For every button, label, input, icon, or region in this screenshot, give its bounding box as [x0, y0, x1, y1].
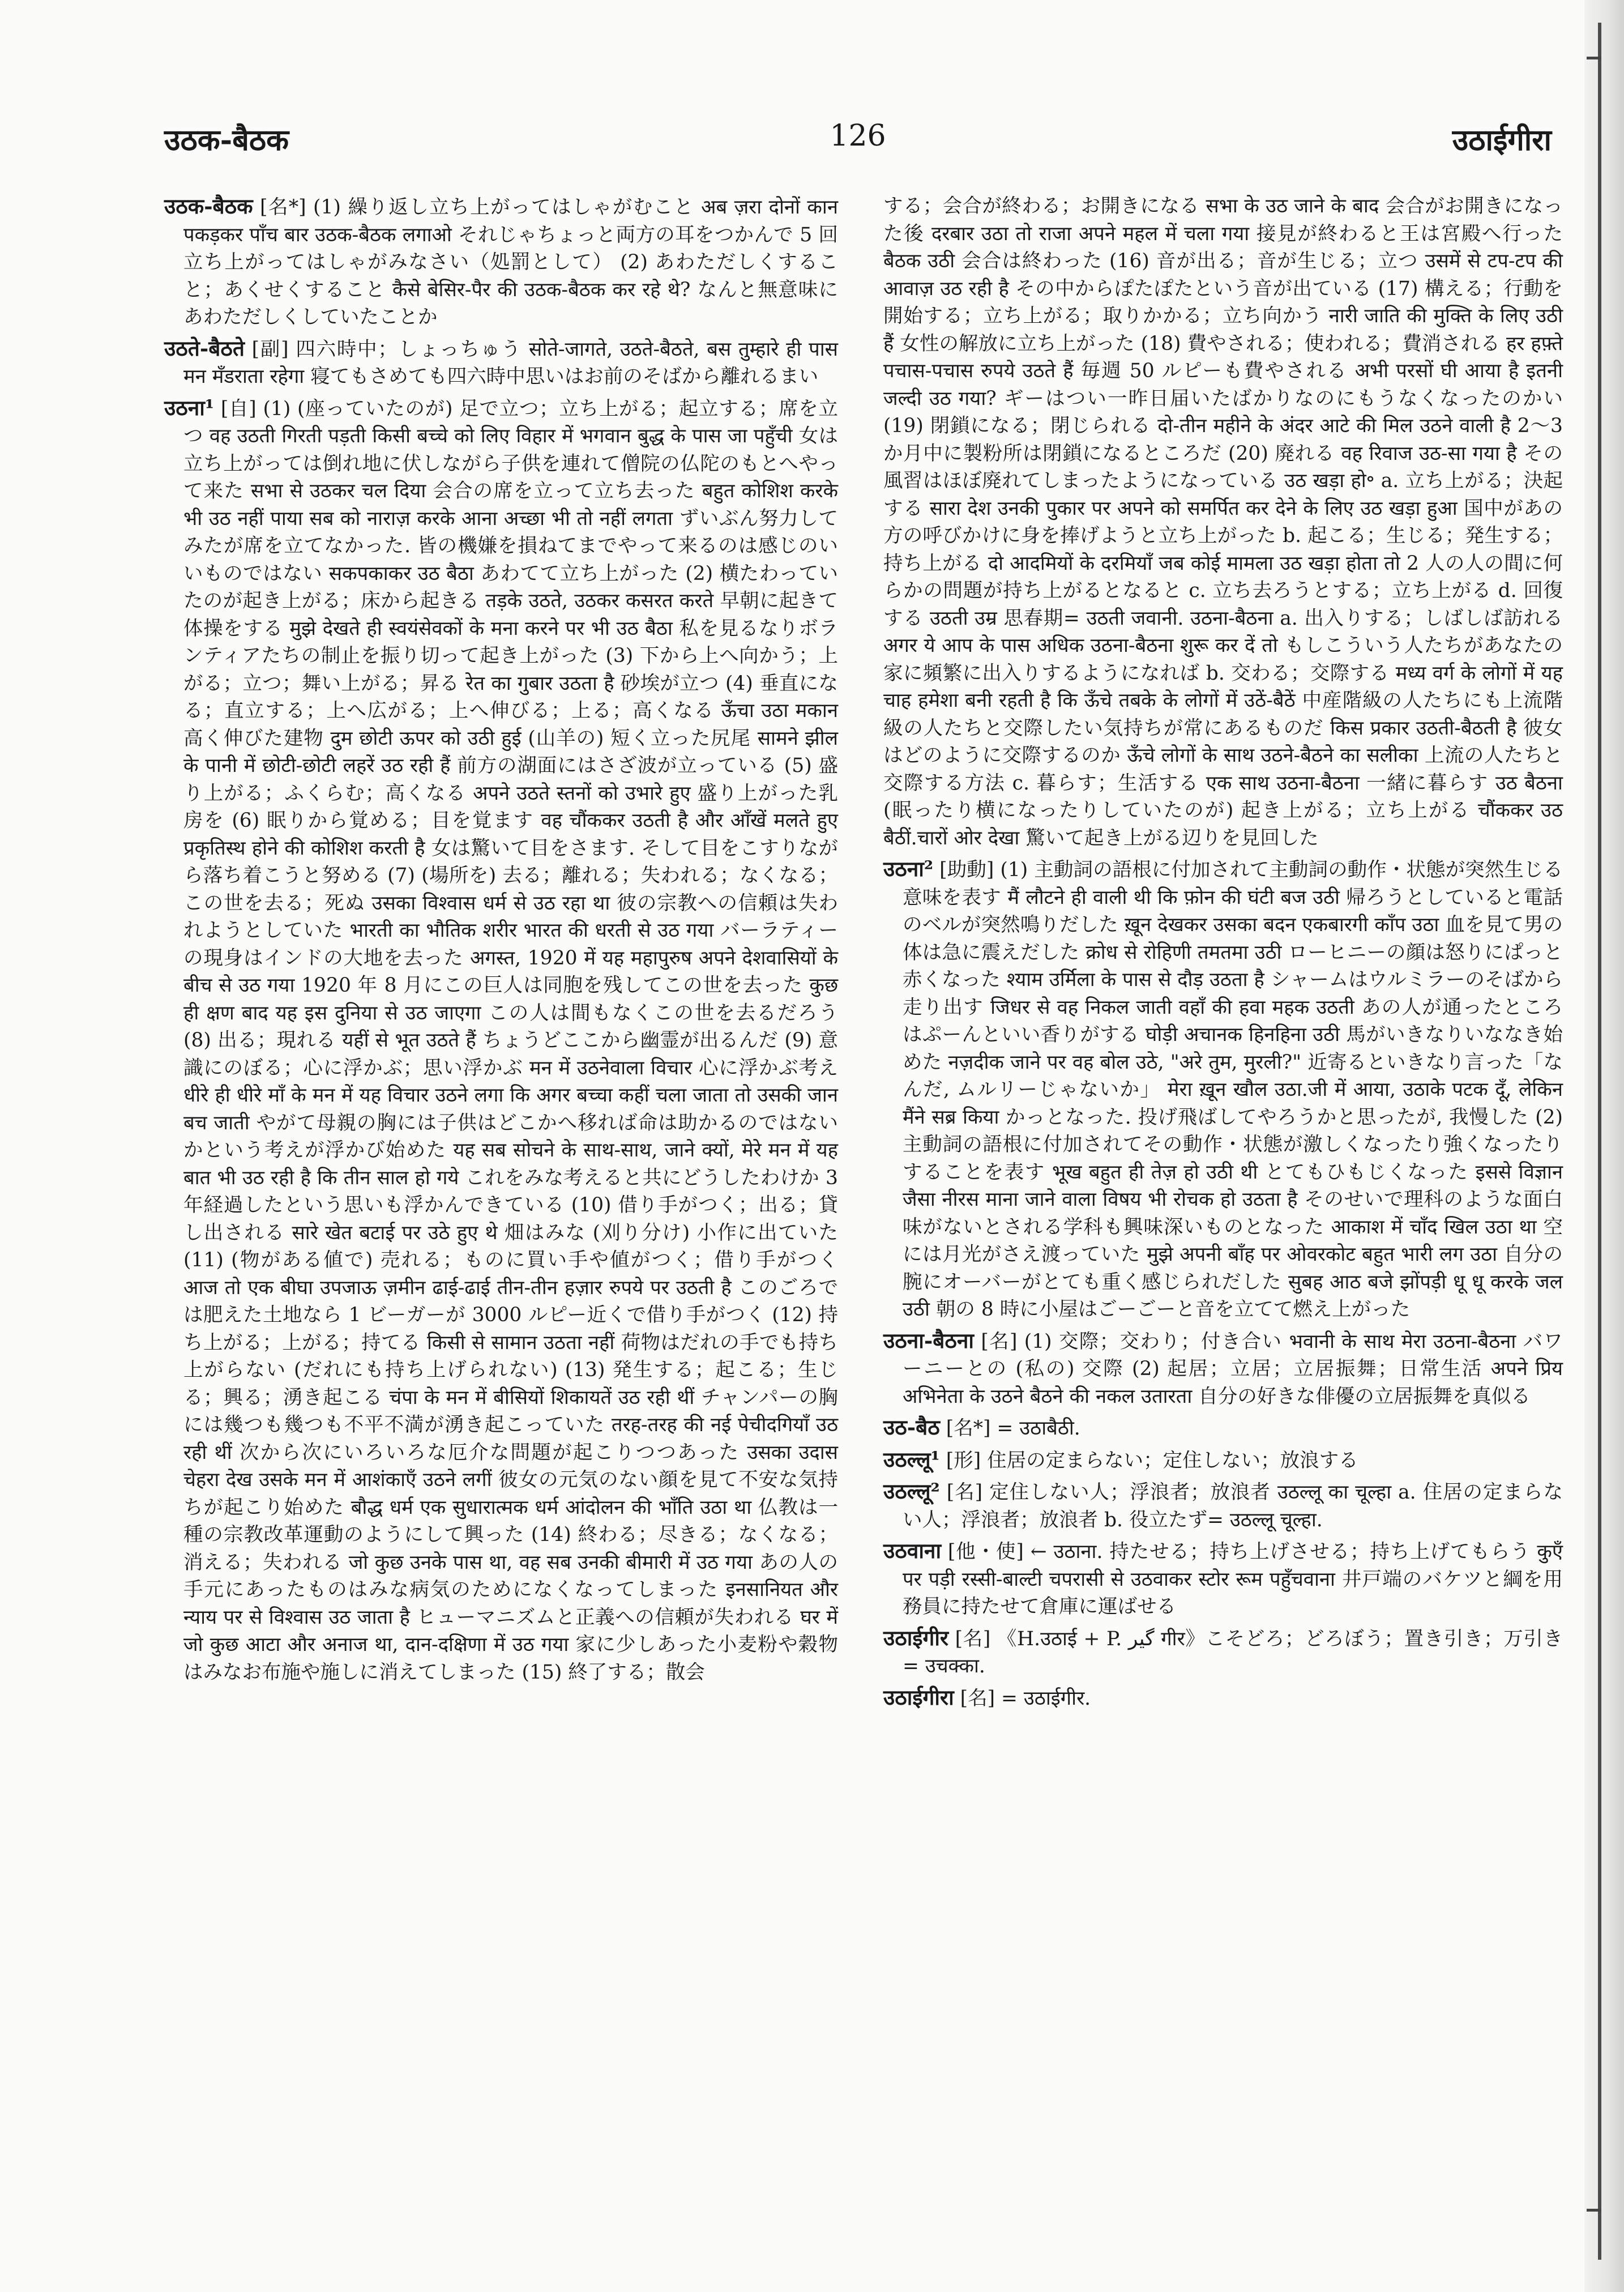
right-column — [883, 193, 1563, 1715]
dictionary-entry — [883, 1624, 1563, 1680]
entry-headword: उठना¹ — [164, 395, 215, 420]
dictionary-entry — [883, 1537, 1563, 1621]
dictionary-entry — [883, 1478, 1563, 1534]
entry-definition: [形] 住居の定まらない；定住しない；放浪する — [946, 1449, 1358, 1472]
dictionary-entry — [883, 1446, 1563, 1475]
entry-headword: उठते-बैठते — [164, 335, 245, 361]
dictionary-entry — [883, 1327, 1563, 1411]
entry-definition: [名*] (1) 繰り返し立ち上がってはしゃがむこと अब ज़रा दोनों कान पकड़कर पाँच बार उठक-बैठक लगाओ それじゃちょっと両方の耳をつかんで 5 回立ち上がってはしゃがみなさい（処罰として） (2) あわただしくすること；あくせくすること कैसे बेसिर-पैर की उठक-बैठक कर रहे थे? なんと無意味にあわただしくしていたことか — [183, 196, 838, 328]
binding-tick — [1587, 57, 1601, 59]
binding-tick — [1587, 2209, 1601, 2212]
entry-definition: する；会合が終わる；お開きになる सभा के उठ जाने के बाद 会合がお開きになった後 दरबार उठा तो राजा अपने महल में चला गया 接見が終わると王は宮殿へ行った बैठक उठी 会合は終わった (16) 音が出る；音が生じる；立つ उसमें से टप-टप की आवाज़ उठ रही है その中からぽたぽたという音が出ている (17) 構える；行動を開始する；立ち上がる；取りかかる；立ち向かう नारी जाति की मुक्ति के लिए उठी हैं 女性の解放に立ち上がった (18) 費やされる；使われる；費消される हर हफ़्ते पचास-पचास रुपये उठते हैं 毎週 50 ルピーも費やされる अभी परसों घी आया है इतनी जल्दी उठ गया? ギーはつい一昨日届いたばかりなのにもうなくなったのかい (19) 閉鎖になる；閉じられる दो-तीन महीने के अंदर आटे की मिल उठने वाली है 2～3 か月中に製粉所は閉鎖になるところだ (20) 廃れる वह रिवाज उठ-सा गया है その風習はほぼ廃れてしまったようになっている उठ खड़ा हो॰ a. 立ち上がる；決起する सारा देश उनकी पुकार पर अपने को समर्पित कर देने के लिए उठ खड़ा हुआ 国中があの方の呼びかけに身を捧げようと立ち上がった b. 起こる；生じる；発生する；持ち上がる दो आदमियों के दरमियाँ जब कोई मामला उठ खड़ा होता तो 2 人の人の間に何らかの問題が持ち上がるとなると c. 立ち去ろうとする；立ち上がる d. 回復する उठती उम्र 思春期= उठती जवानी. उठना-बैठना a. 出入りする；しばしば訪れる अगर ये आप के पास अधिक उठना-बैठना शुरू कर दें तो もしこういう人たちがあなたの家に頻繁に出入りするようになれば b. 交わる；交際する मध्य वर्ग के लोगों में यह चाह हमेशा बनी रहती है कि ऊँचे तबके के लोगों में उठें-बैठें 中産階級の人たちにも上流階級の人たちと交際したい気持ちが常にあるものだ किस प्रकार उठती-बैठती है 彼女はどのように交際するのか ऊँचे लोगों के साथ उठने-बैठने का सलीका 上流の人たちと交際する方法 c. 暮らす；生活する एक साथ उठना-बैठना 一緒に暮らす उठ बैठना (眠ったり横になったりしていたのが) 起き上がる；立ち上がる चौंककर उठ बैठीं.चारों ओर देखा 驚いて起き上がる辺りを見回した — [883, 195, 1563, 850]
running-header — [164, 119, 1552, 170]
dictionary-entry — [883, 1414, 1563, 1442]
entry-headword: उठाईगीर — [883, 1625, 949, 1650]
page-number: 126 — [830, 119, 886, 153]
left-column — [164, 193, 838, 1689]
dictionary-entry-continued — [883, 193, 1563, 852]
binding-line — [1598, 23, 1601, 2260]
header-first-headword: उठक-बैठक — [164, 123, 289, 157]
entry-definition: [他・使] ← उठाना. 持たせる；持ち上げさせる；持ち上げてもらう कुएँ पर पड़ी रस्सी-बाल्टी चपरासी से उठवाकर स्टोर रूम पहुँचवाना 井戸端のバケツと綱を用務員に持たせて倉庫に運ばせる — [903, 1540, 1563, 1618]
entry-headword: उठना² — [883, 856, 934, 881]
entry-definition: [名] = उठाईगीर. — [960, 1687, 1091, 1710]
dictionary-entry — [164, 394, 838, 1687]
dictionary-entry — [164, 193, 838, 331]
entry-definition: [名] 《H.उठाई + P. گیر गीर》こそどろ；どろぼう；置き引き；万引き= उचक्का. — [903, 1627, 1563, 1678]
entry-headword: उठ-बैठ — [883, 1415, 940, 1440]
entry-headword: उठवाना — [883, 1538, 942, 1563]
entry-definition: [助動] (1) 主動詞の語根に付加されて主動詞の動作・状態が突然生じる意味を表す मैं लौटने ही वाली थी कि फ़ोन की घंटी बज उठी 帰ろうとしていると電話のベルが突然鳴りだした ख़ून देखकर उसका बदन एकबारगी काँप उठा 血を見て男の体は急に震えだした क्रोध से रोहिणी तमतमा उठी ローヒニーの顔は怒りにぱっと赤くなった श्याम उर्मिला के पास से दौड़ उठता है シャームはウルミラーのそばから走り出す जिधर से वह निकल जाती वहाँ की हवा महक उठती あの人が通ったところはぷーんといい香りがする घोड़ी अचानक हिनहिना उठी 馬がいきなりいななき始めた नज़दीक जाने पर वह बोल उठे, "अरे तुम, मुरली?" 近寄るといきなり言った「なんだ, ムルリーじゃないか」 मेरा ख़ून खौल उठा.जी में आया, उठाके पटक दूँ, लेकिन मैंने सब्र किया かっとなった. 投げ飛ばしてやろうかと思ったが, 我慢した (2) 主動詞の語根に付加されてその動作・状態が激しくなったり強くなったりすることを表す भूख बहुत ही तेज़ हो उठी थी とてもひもじくなった इससे विज्ञान जैसा नीरस माना जाने वाला विषय भी रोचक हो उठता है そのせいで理科のような面白味がないとされる学科も興味深いものとなった आकाश में चाँद खिल उठा था 空には月光がさえ渡っていた मुझे अपनी बाँह पर ओवरकोट बहुत भारी लग उठा 自分の腕にオーバーがとても重く感じられだした सुबह आठ बजे झोंपड़ी धू धू करके जल उठी 朝の 8 時に小屋はごーごーと音を立てて燃え上がった — [903, 859, 1563, 1321]
dictionary-entry — [164, 335, 838, 391]
entry-definition: [自] (1) (座っていたのが) 足で立つ；立ち上がる；起立する；席を立つ वह उठती गिरती पड़ती किसी बच्चे को लिए विहार में भगवान बुद्ध के पास जा पहुँची 女は立ち上がっては倒れ地に伏しながら子供を連れて僧院の仏陀のもとへやって来た सभा से उठकर चल दिया 会合の席を立って立ち去った बहुत कोशिश करके भी उठ नहीं पाया सब को नाराज़ करके आना अच्छा भी तो नहीं लगता ずいぶん努力してみたが席を立てなかった. 皆の機嫌を損ねてまでやって来るのは感じのいいものではない सकपकाकर उठ बैठा あわてて立ち上がった (2) 横たわっていたのが起き上がる；床から起きる तड़के उठते, उठकर कसरत करते 早朝に起きて体操をする मुझे देखते ही स्वयंसेवकों के मना करने पर भी उठ बैठा 私を見るなりボランティアたちの制止を振り切って起き上がった (3) 下から上へ向かう；上がる；立つ；舞い上がる；昇る रेत का गुबार उठता है 砂埃が立つ (4) 垂直になる；直立する；上へ広がる；上へ伸びる；上る；高くなる ऊँचा उठा मकान 高く伸びた建物 दुम छोटी ऊपर को उठी हुई (山羊の) 短く立った尻尾 सामने झील के पानी में छोटी-छोटी लहरें उठ रही हैं 前方の湖面にはさざ波が立っている (5) 盛り上がる；ふくらむ；高くなる अपने उठते स्तनों को उभारे हुए 盛り上がった乳房を (6) 眠りから覚める；目を覚ます वह चौंककर उठती है और आँखें मलते हुए प्रकृतिस्थ होने की कोशिश करती है 女は驚いて目をさます. そして目をこすりながら落ち着こうと努める (7) (場所を) 去る；離れる；失われる；なくなる；この世を去る；死ぬ उसका विश्वास धर्म से उठ रहा था 彼の宗教への信頼は失われようとしていた भारती का भौतिक शरीर भारत की धरती से उठ गया バーラティーの現身はインドの大地を去った अगस्त, 1920 में यह महापुरुष अपने देशवासियों के बीच से उठ गया 1920 年 8 月にこの巨人は同胞を残してこの世を去った कुछ ही क्षण बाद यह इस दुनिया से उठ जाएगा この人は間もなくこの世を去るだろう (8) 出る；現れる यहीं से भूत उठते हैं ちょうどここから幽霊が出るんだ (9) 意識にのぼる；心に浮かぶ；思い浮かぶ मन में उठनेवाला विचार 心に浮かぶ考え धीरे ही धीरे माँ के मन में यह विचार उठने लगा कि अगर बच्चा कहीं चला जाता तो उसकी जान बच जाती やがて母親の胸には子供はどこかへ移れば命は助かるのではないかという考えが浮かび始めた यह सब सोचने के साथ-साथ, जाने क्यों, मेरे मन में यह बात भी उठ रही है कि तीन साल हो गये これをみな考えると共にどうしたわけか 3 年経過したという思いも浮かんできている (10) 借り手がつく；出る；貸し出される सारे खेत बटाई पर उठे हुए थे 畑はみな (刈り分け) 小作に出ていた (11) (物がある値で) 売れる；ものに買い手や値がつく；借り手がつく आज तो एक बीघा उपजाऊ ज़मीन ढाई-ढाई तीन-तीन हज़ार रुपये पर उठती है このごろでは肥えた土地なら 1 ビーガーが 3000 ルピー近くで借り手がつく (12) 持ち上がる；上がる；持てる किसी से सामान उठता नहीं 荷物はだれの手でも持ち上がらない (だれにも持ち上げられない) (13) 発生する；起こる；生じる；興る；湧き起こる चंपा के मन में बीसियों शिकायतें उठ रही थीं チャンパーの胸には幾つも幾つも不平不満が湧き起こっていた तरह-तरह की नई पेचीदगियाँ उठ रही थीं 次から次にいろいろな厄介な問題が起こりつつあった उसका उदास चेहरा देख उसके मन में आशंकाएँ उठने लगीं 彼女の元気のない顔を見て不安な気持ちが起こり始めた बौद्ध धर्म एक सुधारात्मक धर्म आंदोलन की भाँति उठा था 仏教は一種の宗教改革運動のようにして興った (14) 終わる；尽きる；なくなる；消える；失われる जो कुछ उनके पास था, वह सब उनकी बीमारी में उठ गया あの人の手元にあったものはみな病気のためになくなってしまった इनसानियत और न्याय पर से विश्वास उठ जाता है ヒューマニズムと正義への信頼が失われる घर में जो कुछ आटा और अनाज था, दान-दक्षिणा में उठ गया 家に少しあった小麦粉や穀物はみなお布施や施しに消えてしまった (15) 終了する；散会 — [183, 397, 839, 1684]
dictionary-entry — [883, 1684, 1563, 1713]
entry-definition: [副] 四六時中；しょっちゅう सोते-जागते, उठते-बैठते, बस तुम्हारे ही पास मन मँडराता रहेगा 寝てもさめても四六時中思いはお前のそばから離れるまい — [183, 338, 838, 388]
header-last-headword: उठाईगीरा — [1452, 123, 1552, 157]
entry-headword: उठल्लू² — [883, 1479, 940, 1504]
page-binding-edge — [1584, 0, 1624, 2292]
dictionary-entry — [883, 855, 1563, 1324]
entry-headword: उठना-बैठना — [883, 1328, 974, 1353]
entry-definition: [名*] = उठाबैठी. — [946, 1417, 1080, 1440]
entry-definition: [名] (1) 交際；交わり；付き合い भवानी के साथ मेरा उठना-बैठना バワーニーとの (私の) 交際 (2) 起居；立居；立居振舞；日常生活 अपने प्रिय अभिनेता के उठने बैठने की नकल उतारता 自分の好きな俳優の立居振舞を真似る — [903, 1330, 1563, 1408]
entry-definition: [名] 定住しない人；浮浪者；放浪者 उठल्लू का चूल्हा a. 住居の定まらない人；浮浪者；放浪者 b. 役立たず= उठल्लू चूल्हा. — [903, 1481, 1563, 1531]
entry-headword: उठाईगीरा — [883, 1684, 954, 1710]
entry-headword: उठक-बैठक — [164, 194, 253, 219]
entry-headword: उठल्लू¹ — [883, 1446, 940, 1472]
